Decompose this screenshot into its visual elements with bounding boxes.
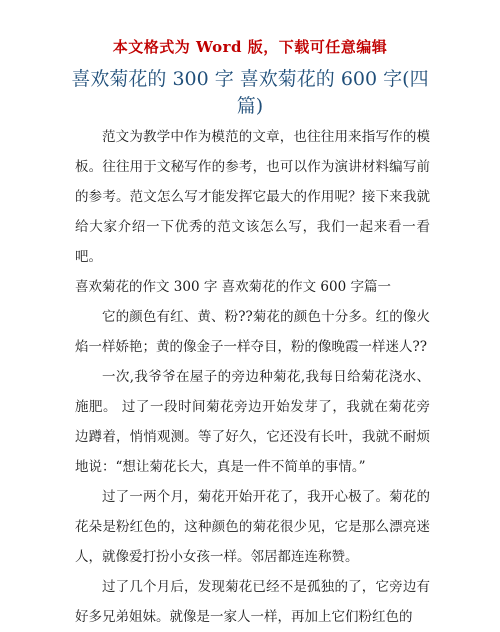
paragraph-family: 过了几个月后，发现菊花已经不是孤独的了，它旁边有好多兄弟姐妹。就像是一家人一样，再加上它们粉红色的	[75, 579, 430, 625]
paragraph-colors: 它的颜色有红、黄、粉??菊花的颜色十分多。红的像火焰一样娇艳；黄的像金子一样夺目，粉的像晚霞一样迷人??	[75, 309, 430, 355]
paragraph-blooming: 过了一两个月，菊花开始开花了，我开心极了。菊花的花朵是粉红色的，这种颜色的菊花很少见，它是那么漂亮迷人，就像爱打扮小女孩一样。邻居都连连称赞。	[75, 489, 430, 565]
intro-paragraph: 范文为教学中作为模范的文章，也往往用来指写作的模板。往往用于文秘写作的参考，也可以作为演讲材料编写前的参考。范文怎么写才能发挥它最大的作用呢？接下来我就给大家介绍一下优秀的范文该怎么写，我们一起来看一看吧。	[75, 129, 430, 265]
section-heading: 喜欢菊花的作文 300 字 喜欢菊花的作文 600 字篇一	[75, 279, 391, 295]
document-body	[75, 122, 430, 632]
document-title: 喜欢菊花的 300 字 喜欢菊花的 600 字(四篇)	[71, 68, 429, 117]
paragraph-planting: 一次,我爷爷在屋子的旁边种菊花,我每日给菊花浇水、施肥。 过了一段时间菊花旁边开始发芽了，我就在菊花旁边蹲着，悄悄观测。等了好久，它还没有长叶，我就不耐烦地说：“想让菊花长大，真是一件不简单的事情。”	[75, 369, 430, 475]
format-banner: 本文格式为 Word 版，下载可任意编辑	[112, 38, 388, 56]
